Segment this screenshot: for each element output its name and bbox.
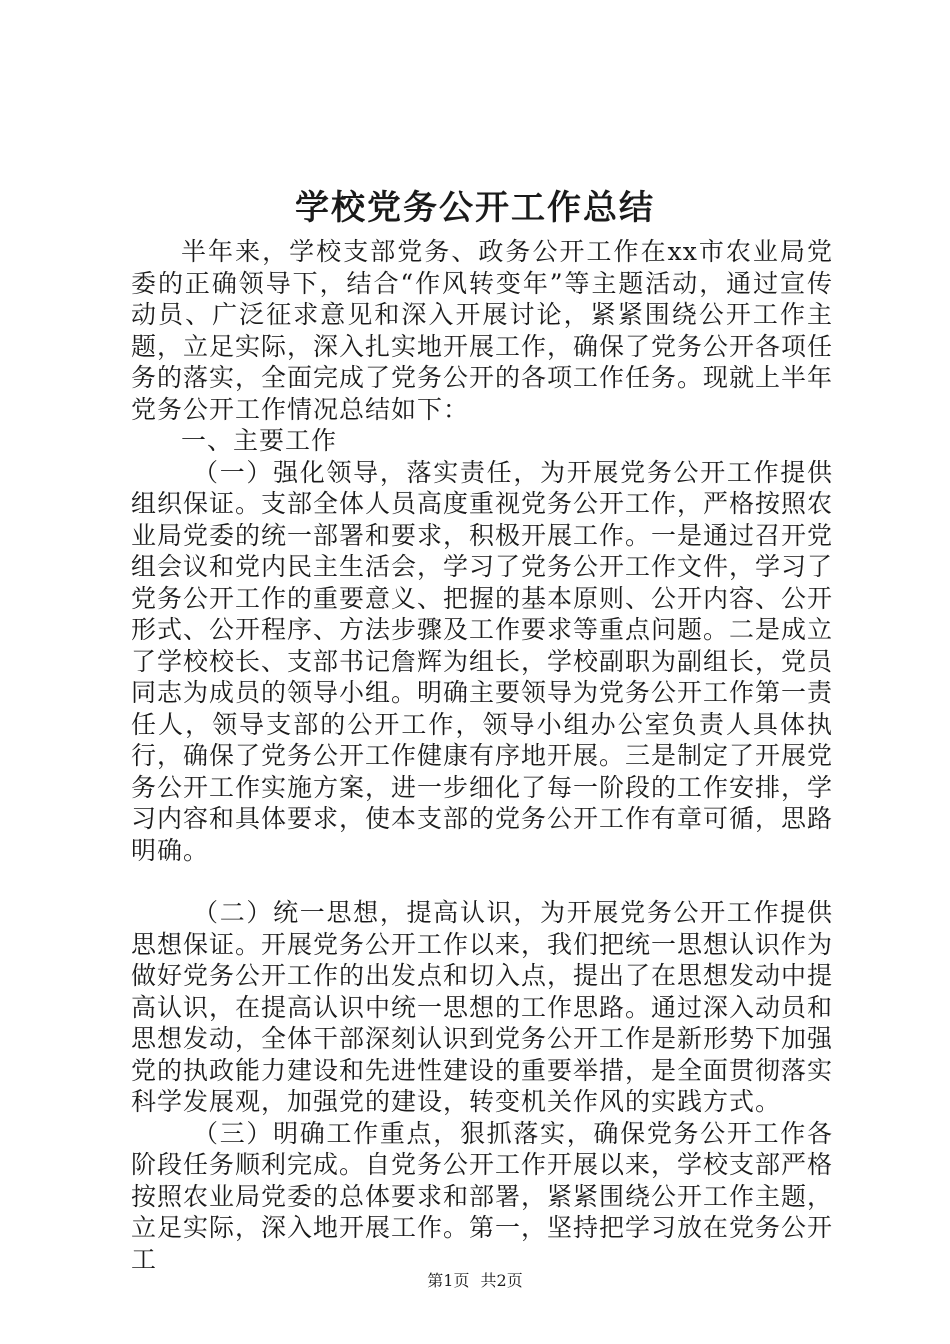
subsection-paragraph-1: （一）强化领导，落实责任，为开展党务公开工作提供组织保证。支部全体人员高度重视党务公开工作，严格按照农业局党委的统一部署和要求，积极开展工作。一是通过召开党组会议和党内民主生活会，学习了党务公开工作文件，学习了党务公开工作的重要意义、把握的基本原则、公开内容、公开形式、公开程序、方法步骤及工作要求等重点问题。二是成立了学校校长、支部书记詹辉为组长，学校副职为副组长，党员同志为成员的领导小组。明确主要领导为党务公开工作第一责任人，领导支部的公开工作，领导小组办公室负责人具体执行，确保了党务公开工作健康有序地开展。三是制定了开展党务公开工作实施方案，进一步细化了每一阶段的工作安排，学习内容和具体要求，使本支部的党务公开工作有章可循，思路明确。 xyxy=(131,457,834,865)
paragraph-gap xyxy=(131,866,833,897)
subsection-paragraph-2: （二）统一思想，提高认识，为开展党务公开工作提供思想保证。开展党务公开工作以来，我们把统一思想认识作为做好党务公开工作的出发点和切入点，提出了在思想发动中提高认识，在提高认识中统一思想的工作思路。通过深入动员和思想发动，全体干部深刻认识到党务公开工作是新形势下加强党的执政能力建设和先进性建设的重要举措，是全面贯彻落实科学发展观，加强党的建设，转变机关作风的实践方式。 xyxy=(131,898,834,1116)
page-total: 共2页 xyxy=(480,1271,523,1290)
intro-paragraph: 半年来，学校支部党务、政务公开工作在xx市农业局党委的正确领导下，结合“作风转变年”等主题活动，通过宣传动员、广泛征求意见和深入开展讨论，紧紧围绕公开工作主题，立足实际，深入扎实地开展工作，确保了党务公开各项任务的落实，全面完成了党务公开的各项工作任务。现就上半年党务公开工作情况总结如下： xyxy=(131,237,834,424)
page-footer xyxy=(0,1270,950,1292)
document-body xyxy=(131,236,833,1275)
page-number: 第1页 xyxy=(427,1271,470,1290)
subsection-paragraph-3: （三）明确工作重点，狠抓落实，确保党务公开工作各阶段任务顺利完成。自党务公开工作开展以来，学校支部严格按照农业局党委的总体要求和部署，紧紧围绕公开工作主题，立足实际，深入地开展工作。第一，坚持把学习放在党务公开工 xyxy=(131,1118,834,1274)
document-title: 学校党务公开工作总结 xyxy=(295,188,655,228)
section-heading: 一、主要工作 xyxy=(181,426,338,455)
